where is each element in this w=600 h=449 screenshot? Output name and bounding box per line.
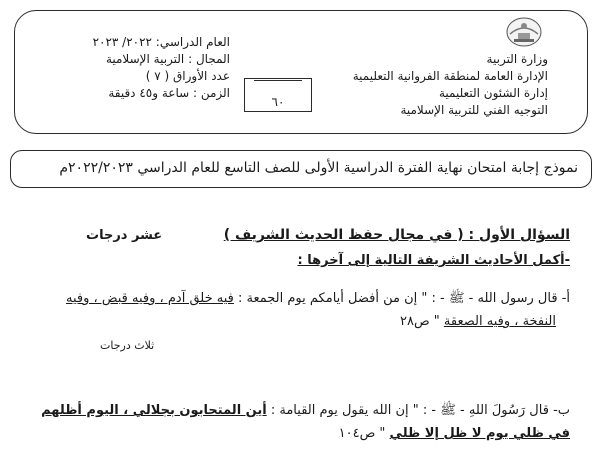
hadith-b-line2 [339, 425, 570, 443]
hadith-b-answer-1: أين المتحابون بجلالي ، اليوم أظلهم [41, 403, 267, 418]
grade-blank-line [254, 80, 302, 81]
question1-instruction: -أكمل الأحاديث الشريفة التالية إلى آخرها : [297, 253, 570, 268]
hadith-a-marks: ثلاث درجات [100, 339, 155, 352]
guidance-name: التوجيه الفني للتربية الإسلامية [400, 103, 548, 117]
hadith-b-intro: قال رَسُولَ اللهِ - ﷺ - : " إن الله يقول يوم القيامة : [270, 403, 549, 418]
directorate-name: الإدارة العامة لمنطقة الفروانية التعليمية [352, 69, 548, 83]
ministry-name: وزارة التربية [486, 52, 548, 66]
exam-duration: الزمن : ساعة و٤٥ دقيقة [108, 86, 230, 100]
hadith-b-reference: " ص١٠٤ [338, 426, 386, 441]
affairs-name: إدارة الشئون التعليمية [438, 86, 548, 100]
hadith-a-line1 [66, 290, 570, 308]
pages-count: عدد الأوراق ( ٧ ) [145, 69, 230, 83]
hadith-b-line1 [41, 402, 570, 420]
hadith-b-answer-2: في ظلي يوم لا ظل إلا ظلي [389, 426, 570, 441]
question1-heading: السؤال الأول : ( في مجال حفظ الحديث الشريف ) [223, 227, 570, 243]
hadith-a-line2 [400, 313, 556, 331]
hadith-a-reference: " ص٢٨ [399, 314, 440, 329]
exam-title: نموذج إجابة امتحان نهاية الفترة الدراسية الأولى للصف التاسع للعام الدراسي ٢٠٢٢/٢٠٢٣م [59, 160, 578, 176]
hadith-b-label: ب- [553, 403, 570, 418]
question1-marks: عشر درجات [86, 228, 163, 243]
hadith-a-answer-2: النفخة ، وفيه الصعقة [443, 314, 556, 329]
hadith-a-intro: قال رسول الله - ﷺ - : " إن من أفضل أيامكم يوم الجمعة : [238, 291, 558, 306]
subject-field: المجال : التربية الإسلامية [105, 52, 230, 66]
total-grade: ٦٠ [271, 95, 285, 109]
academic-year: العام الدراسي: ٢٠٢٢/ ٢٠٢٣ [92, 35, 230, 49]
hadith-a-label: أ- [561, 291, 570, 306]
hadith-a-answer-1: فيه خلق آدم ، وفيه قبض ، وفيه [65, 291, 234, 306]
ministry-logo [504, 14, 544, 48]
